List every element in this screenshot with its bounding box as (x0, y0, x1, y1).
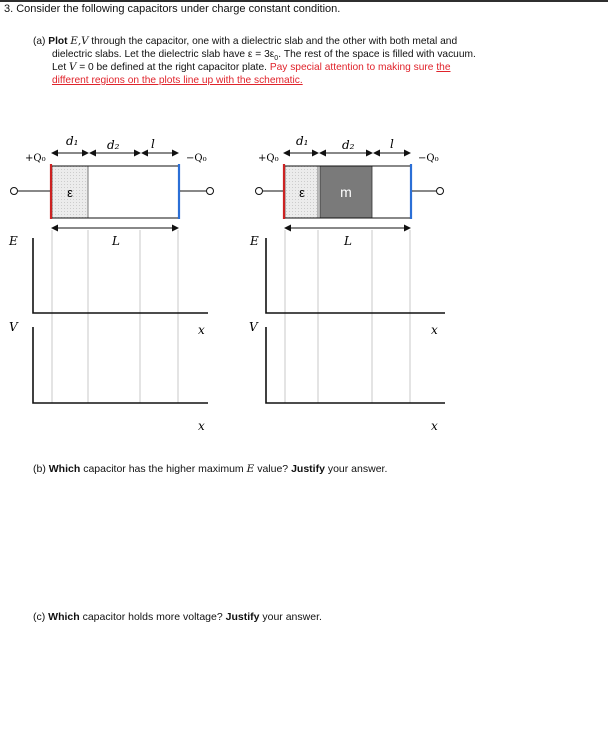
right-terminal (437, 188, 444, 195)
part-c-text-2: your answer. (262, 611, 322, 623)
V-axis-label: V (249, 320, 258, 334)
V-plot-axes (33, 327, 208, 403)
V-plot-axes (266, 327, 445, 403)
part-c-text-1: capacitor holds more voltage? (82, 611, 223, 623)
part-c-bold-justify: Justify (225, 611, 260, 623)
part-a-line2: dielectric slabs. Let the dielectric slab have ε = 3ε (52, 49, 275, 60)
left-terminal (11, 188, 18, 195)
E-axis-label: E (9, 234, 18, 248)
right-terminal (207, 188, 214, 195)
l-label: l (390, 137, 394, 151)
right-capacitor (249, 134, 445, 433)
V-axis-label: V (9, 320, 18, 334)
x-axis-label-V: x (198, 419, 205, 433)
d1-label: d₁ (66, 134, 79, 148)
plot-vars: E,V (70, 36, 89, 47)
x-axis-label-E: x (431, 323, 438, 337)
d2-label: d₂ (342, 138, 355, 152)
part-b-bold-which: Which (48, 463, 81, 475)
part-a-line2-end: . The rest of the space is filled with vacuum. (278, 49, 476, 60)
part-a-red-underline-1: the (436, 62, 451, 73)
part-c-bold-which: Which (48, 611, 80, 623)
minus-q0-label: −Q₀ (418, 153, 439, 164)
part-a-line3-eq: = 0 be defined at the right capacitor plate. (79, 62, 267, 73)
part-a-red-text: Pay special attention to making sure (269, 62, 434, 73)
x-axis-label-E: x (198, 323, 205, 337)
part-b-bold-justify: Justify (291, 463, 325, 475)
part-a-label: (a) (33, 36, 46, 47)
part-a-line3-start: Let (52, 62, 67, 73)
d2-label: d₂ (107, 138, 120, 152)
epsilon-label: ε (67, 185, 73, 200)
epsilon-label: ε (299, 185, 305, 200)
minus-q0-label: −Q₀ (186, 153, 207, 164)
part-c-label: (c) (33, 611, 46, 623)
part-b-text-1: capacitor has the higher maximum (83, 463, 244, 475)
part-b-text-2: value? (257, 463, 289, 475)
part-b-var: E (246, 463, 255, 475)
E-plot-axes (33, 238, 208, 313)
question-title: 3. Consider the following capacitors under charge constant condition. (4, 3, 341, 15)
part-c-question (33, 611, 322, 623)
part-a-line1-rest: through the capacitor, one with a dielectric slab and the other with both metal and (91, 36, 458, 47)
part-b-question (33, 463, 387, 475)
part-a-line3-var: V (69, 62, 77, 73)
metal-label: m (340, 184, 352, 200)
part-b-text-3: your answer. (327, 463, 388, 475)
x-axis-label-V: x (431, 419, 438, 433)
l-label: l (151, 137, 155, 151)
part-a-red-underline-2: different regions on the plots line up with the schematic. (52, 75, 303, 86)
d1-label: d₁ (296, 134, 309, 148)
E-axis-label: E (250, 234, 259, 248)
plus-q0-label: +Q₀ (258, 153, 279, 164)
L-label: L (112, 234, 120, 248)
part-a-line2-sub: 0 (274, 55, 279, 63)
part-b-label: (b) (33, 463, 46, 475)
L-label: L (344, 234, 352, 248)
plot-word: Plot (48, 36, 68, 47)
left-terminal (256, 188, 263, 195)
left-capacitor (8, 134, 214, 433)
E-plot-axes (266, 238, 445, 313)
plus-q0-label: +Q₀ (25, 153, 46, 164)
